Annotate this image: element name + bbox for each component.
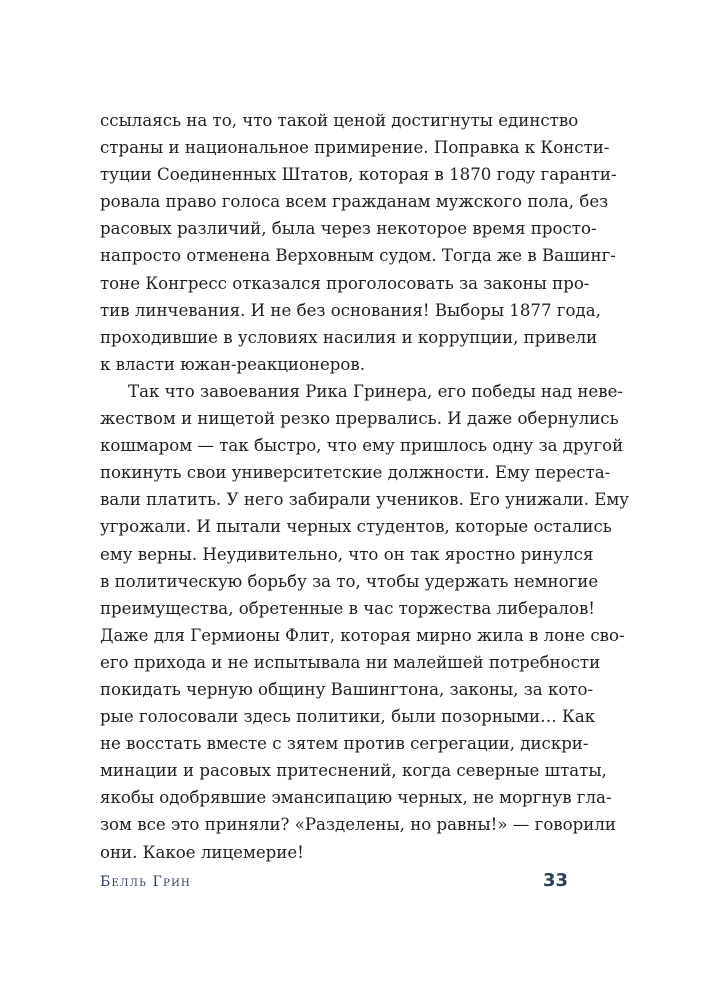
text-line: вали платить. У него забирали учеников. Его унижали. Ему — [100, 490, 630, 510]
text-line: ему верны. Неудивительно, что он так яростно ринулся — [100, 544, 594, 564]
text-line: тоне Конгресс отказался проголосовать за законы про- — [100, 273, 590, 293]
text-line: ровала право голоса всем гражданам мужского пола, без — [100, 192, 609, 212]
text-line: минации и расовых притеснений, когда северные штаты, — [100, 761, 607, 781]
text-line: его прихода и не испытывала ни малейшей потребности — [100, 652, 601, 672]
text-line: они. Какое лицемерие! — [100, 842, 304, 862]
text-line: угрожали. И пытали черных студентов, которые остались — [100, 517, 612, 537]
page-number: 33 — [542, 870, 568, 891]
text-line: к власти южан-реакционеров. — [100, 354, 366, 374]
text-line: проходившие в условиях насилия и коррупции, привели — [100, 327, 598, 347]
text-line: кошмаром — так быстро, что ему пришлось одну за другой — [100, 436, 624, 456]
text-line: тив линчевания. И не без основания! Выборы 1877 года, — [100, 300, 601, 320]
text-line: Так что завоевания Рика Гринера, его победы над неве- — [128, 381, 624, 401]
text-line: туции Соединенных Штатов, которая в 1870 году гаранти- — [100, 165, 617, 185]
running-footer-author: Белль Грин — [100, 874, 191, 890]
text-line: жеством и нищетой резко прервались. И даже обернулись — [100, 409, 619, 429]
text-line: якобы одобрявшие эмансипацию черных, не моргнув гла- — [100, 788, 612, 808]
text-line: ссылаясь на то, что такой ценой достигнуты единство — [100, 111, 579, 130]
text-line: Даже для Гермионы Флит, которая мирно жила в лоне сво- — [100, 625, 625, 645]
text-line: в политическую борьбу за то, чтобы удержать немногие — [100, 571, 599, 591]
text-line: напросто отменена Верховным судом. Тогда же в Вашинг- — [100, 246, 616, 266]
text-line: страны и национальное примирение. Поправка к Консти- — [100, 138, 610, 158]
text-line: преимущества, обретенные в час торжества либералов! — [100, 598, 595, 618]
text-line: покинуть свои университетские должности. Ему переста- — [100, 463, 611, 483]
text-line: расовых различий, была через некоторое время просто- — [100, 219, 597, 239]
text-line: не восстать вместе с зятем против сегрегации, дискри- — [100, 734, 589, 754]
text-line: рые голосовали здесь политики, были позорными… Как — [100, 707, 596, 727]
text-line: покидать черную общину Вашингтона, законы, за кото- — [100, 679, 594, 699]
body-text — [100, 107, 630, 866]
text-line: зом все это приняли? «Разделены, но равны!» — говорили — [100, 815, 616, 835]
